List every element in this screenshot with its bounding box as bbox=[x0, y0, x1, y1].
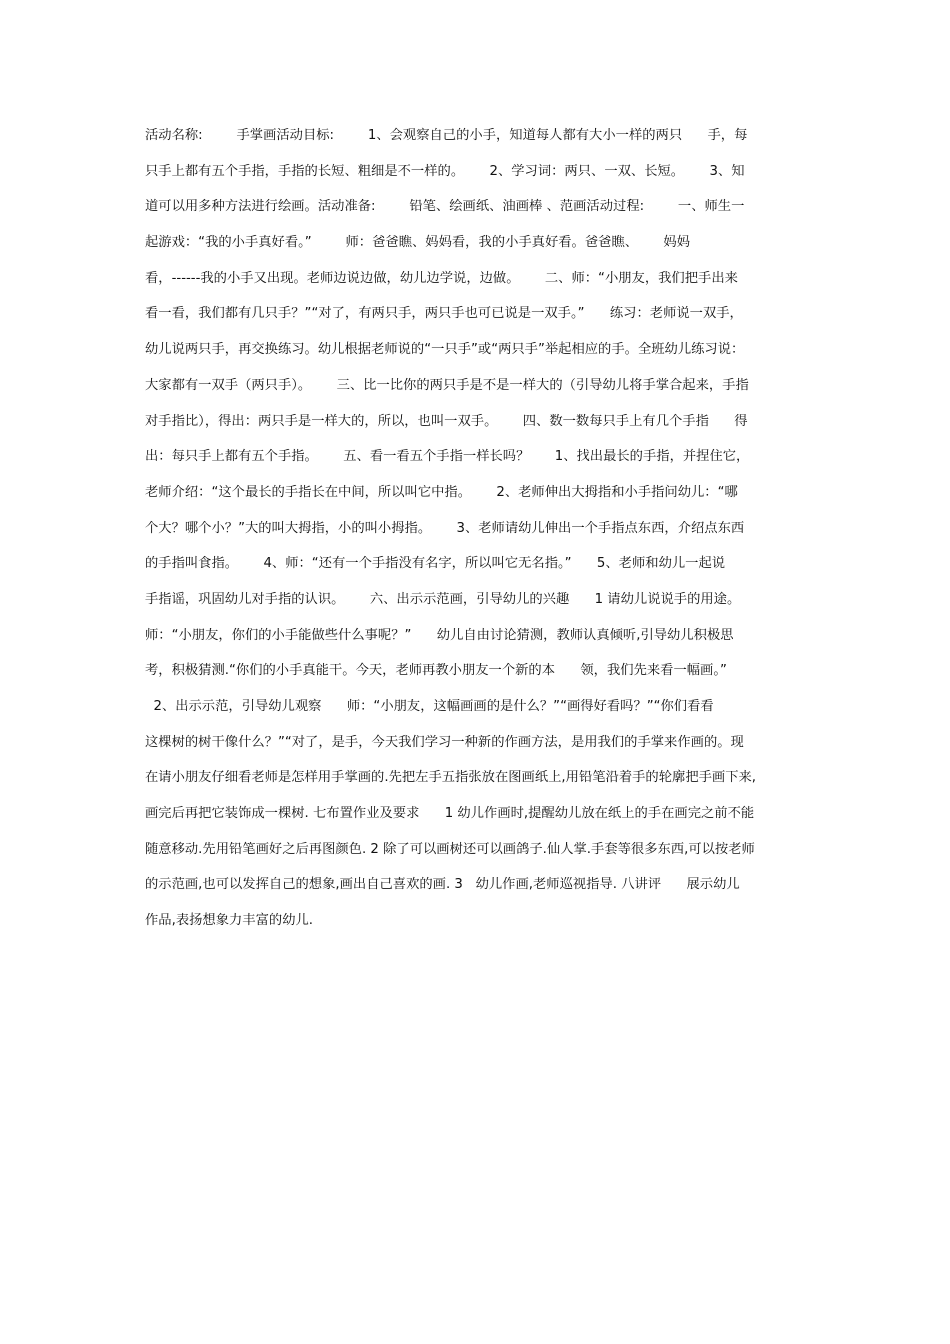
text-line: 作品,表扬想象力丰富的幼儿. bbox=[145, 913, 314, 929]
text-line: 活动名称: 手掌画活动目标: 1、会观察自己的小手，知道每人都有大小一样的两只 手，每 bbox=[145, 128, 748, 143]
text-line: 起游戏：“我的小手真好看。” 师：爸爸瞧、妈妈看，我的小手真好看。爸爸瞧、 妈妈 bbox=[145, 235, 690, 251]
text-line: 幼儿说两只手，再交换练习。幼儿根据老师说的“一只手”或“两只手”举起相应的手。全班幼儿练习说： bbox=[145, 342, 745, 358]
text-line: 出：每只手上都有五个手指。 五、看一看五个手指一样长吗？ 1、找出最长的手指，并捏住它， bbox=[145, 449, 750, 465]
text-line: 这棵树的树干像什么？”“对了，是手，今天我们学习一种新的作画方法，是用我们的手掌来作画的。现 bbox=[145, 734, 744, 750]
text-line: 对手指比），得出：两只手是一样大的，所以，也叫一双手。 四、数一数每只手上有几个手指 得 bbox=[145, 413, 748, 429]
text-line: 2、出示示范，引导幼儿观察 师：“小朋友，这幅画画的是什么？”“画得好看吗？”“你们看看 bbox=[145, 699, 714, 714]
text-line: 画完后再把它装饰成一棵树. 七布置作业及要求 1 幼儿作画时,提醒幼儿放在纸上的手在画完之前不能 bbox=[145, 806, 755, 822]
text-line: 道可以用多种方法进行绘画。活动准备: 铅笔、绘画纸、油画棒 、范画活动过程: 一、师生一 bbox=[145, 199, 745, 215]
text-line: 看一看，我们都有几只手？”“对了，有两只手，两只手也可已说是一双手。” 练习：老师说一双手， bbox=[145, 306, 743, 322]
text-line: 手指谣，巩固幼儿对手指的认识。 六、出示示范画，引导幼儿的兴趣 1 请幼儿说说手的用途。 bbox=[145, 591, 741, 607]
text-line: 老师介绍：“这个最长的手指长在中间，所以叫它中指。 2、老师伸出大拇指和小手指问幼儿：“哪 bbox=[145, 484, 738, 500]
text-line: 随意移动.先用铅笔画好之后再图颜色. 2 除了可以画树还可以画鸽子.仙人掌.手套等很多东西,可以按老师 bbox=[145, 841, 755, 857]
text-line: 大家都有一双手（两只手）。 三、比一比你的两只手是不是一样大的（引导幼儿将手掌合起来，手指 bbox=[145, 377, 749, 393]
text-line: 看，------我的小手又出现。老师边说边做，幼儿边学说，边做。 二、师：“小朋友，我们把手出来 bbox=[145, 270, 738, 286]
text-line: 的示范画,也可以发挥自己的想象,画出自己喜欢的画. 3 幼儿作画,老师巡视指导. 八讲评 展示幼儿 bbox=[145, 877, 740, 893]
text-line: 的手指叫食指。 4、师：“还有一个手指没有名字，所以叫它无名指。” 5、老师和幼儿一起说 bbox=[145, 556, 726, 572]
text-line: 个大？哪个小？”大的叫大拇指，小的叫小拇指。 3、老师请幼儿伸出一个手指点东西，介绍点东西 bbox=[145, 520, 745, 536]
lesson-plan-text bbox=[145, 122, 810, 943]
text-line: 师：“小朋友，你们的小手能做些什么事呢？” 幼儿自由讨论猜测，教师认真倾听,引导幼儿积极思 bbox=[145, 627, 734, 643]
text-line: 考，积极猜测.“你们的小手真能干。今天，老师再教小朋友一个新的本 领，我们先来看一幅画。” bbox=[145, 663, 727, 679]
text-line: 在请小朋友仔细看老师是怎样用手掌画的.先把左手五指张放在图画纸上,用铅笔沿着手的轮廓把手画下来, bbox=[145, 770, 757, 786]
text-line: 只手上都有五个手指，手指的长短、粗细是不一样的。 2、学习词：两只、一双、长短。 3、知 bbox=[145, 163, 745, 179]
